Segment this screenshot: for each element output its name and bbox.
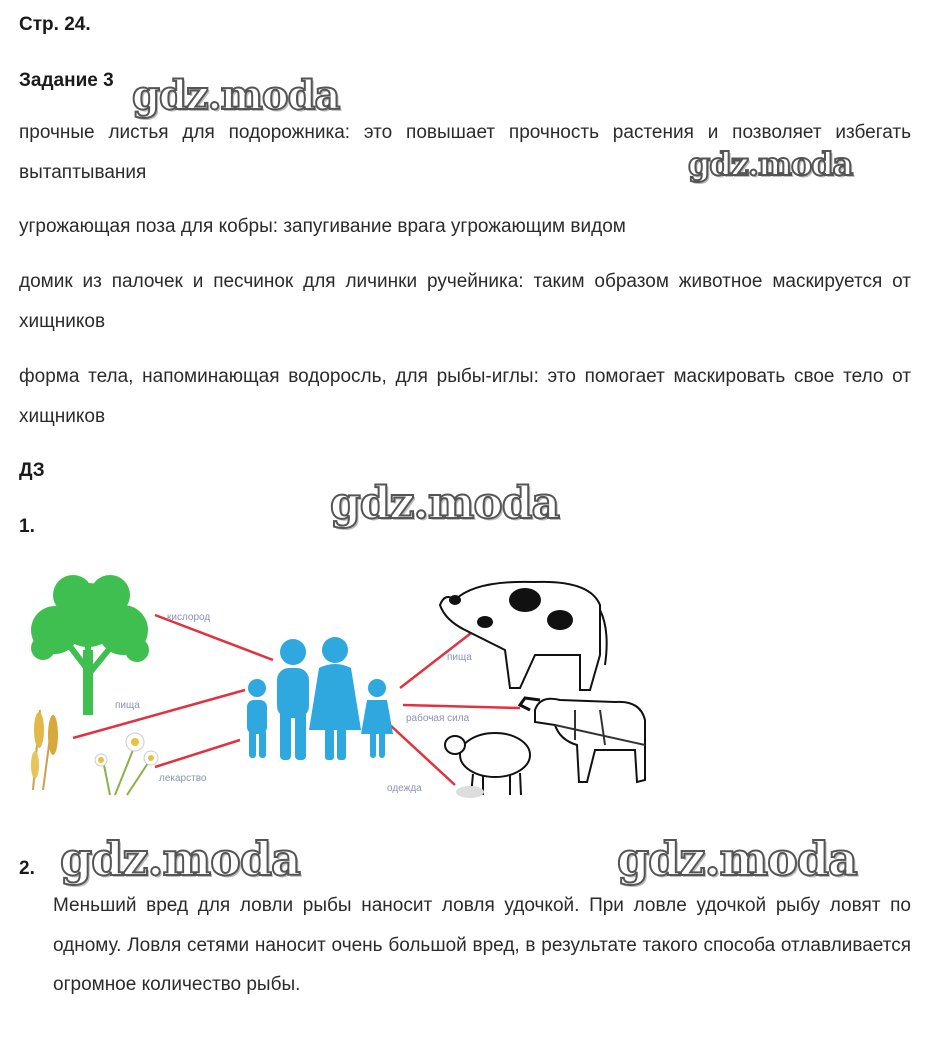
line-food-left	[73, 690, 245, 738]
task3-item-4: форма тела, напоминающая водоросль, для рыбы-иглы: это помогает маскировать свое тело от хищников	[19, 366, 911, 427]
label-work-force: рабочая сила	[406, 713, 470, 724]
line-work	[403, 705, 520, 708]
line-clothing	[390, 725, 455, 785]
watermark-5: gdz.moda	[617, 832, 857, 886]
question-1-number: 1.	[19, 516, 35, 537]
label-food-left: пища	[115, 700, 140, 711]
label-clothing: одежда	[387, 783, 422, 794]
homework-heading: ДЗ	[19, 460, 45, 481]
task3-heading: Задание 3	[19, 70, 114, 91]
diagram-svg	[15, 560, 655, 805]
family-icon	[247, 637, 393, 760]
wheat-icon	[31, 710, 58, 790]
watermark-1: gdz.moda	[132, 72, 340, 119]
watermark-3: gdz.moda	[330, 478, 560, 529]
tree-icon	[31, 575, 149, 715]
page-label: Стр. 24.	[19, 14, 91, 35]
cow-icon	[440, 582, 607, 690]
label-food-right: пища	[447, 652, 472, 663]
faded-sheep-icon	[456, 786, 484, 798]
question-2-answer: Меньший вред для ловли рыбы наносит ловля удочкой. При ловле удочкой рыбу ловят по одному. Ловля сетями наносит очень большой вред, в результате такого способа отлавливается огромное количество рыбы.	[53, 895, 911, 995]
question-2-number: 2.	[19, 858, 35, 879]
ecosystem-diagram	[15, 560, 655, 805]
task3-item-1: прочные листья для подорожника: это повышает прочность растения и позволяет избегать вытаптывания	[19, 122, 911, 183]
watermark-2: gdz.moda	[688, 145, 853, 183]
label-oxygen: кислород	[167, 612, 211, 623]
task3-item-2: угрожающая поза для кобры: запугивание врага угрожающим видом	[19, 216, 626, 237]
watermark-4: gdz.moda	[60, 832, 300, 886]
label-medicine: лекарство	[159, 773, 207, 784]
sheep-icon	[445, 733, 530, 795]
chamomile-icon	[95, 733, 158, 795]
line-medicine	[155, 740, 240, 767]
task3-item-3: домик из палочек и песчинок для личинки ручейника: таким образом животное маскируется от хищников	[19, 271, 911, 332]
horse-icon	[520, 698, 645, 782]
